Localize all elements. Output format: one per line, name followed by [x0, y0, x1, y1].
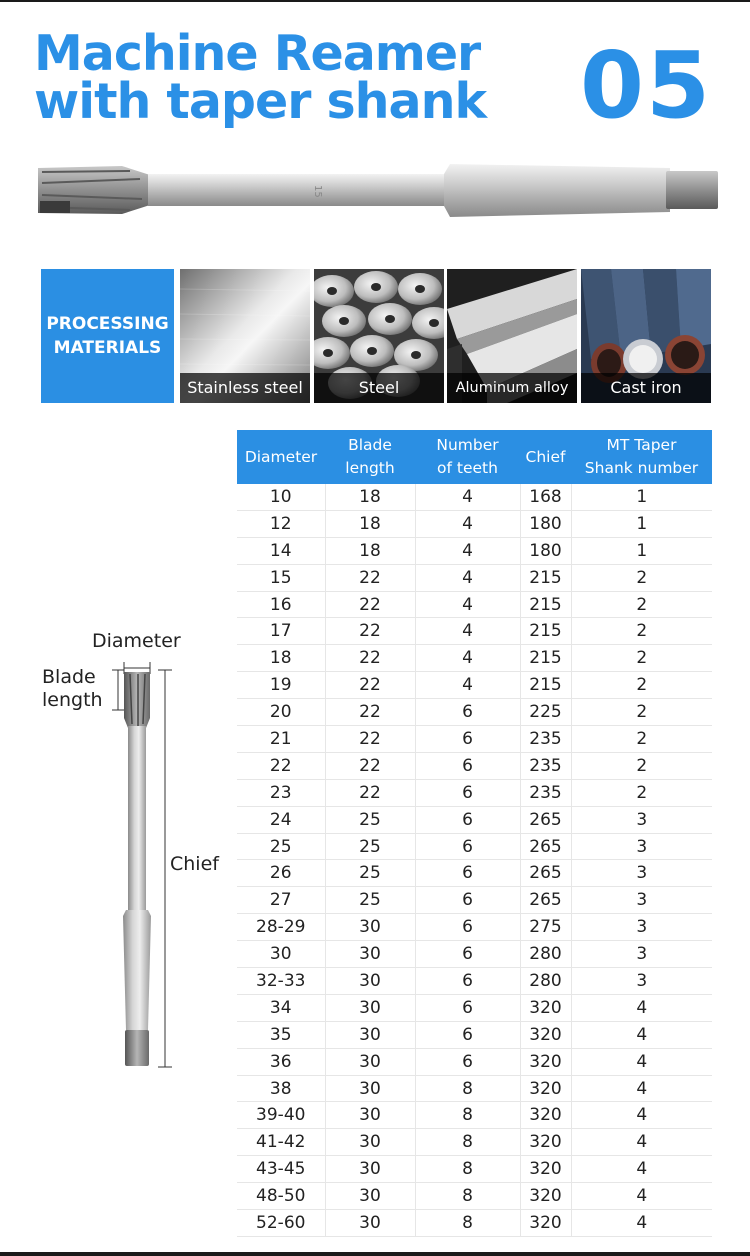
table-cell: 4 [571, 994, 712, 1021]
table-row [237, 833, 712, 860]
table-cell: 36 [237, 1048, 325, 1075]
table-row [237, 779, 712, 806]
table-row [237, 484, 712, 510]
table-cell: 320 [520, 994, 571, 1021]
table-cell: 4 [571, 1021, 712, 1048]
table-cell: 10 [237, 484, 325, 510]
table-cell: 6 [415, 994, 520, 1021]
table-cell: 6 [415, 914, 520, 941]
table-cell: 2 [571, 564, 712, 591]
table-cell: 26 [237, 860, 325, 887]
table-cell: 8 [415, 1129, 520, 1156]
table-cell: 4 [415, 564, 520, 591]
table-cell: 2 [571, 699, 712, 726]
table-cell: 24 [237, 806, 325, 833]
table-row [237, 1102, 712, 1129]
table-cell: 30 [237, 941, 325, 968]
table-cell: 215 [520, 564, 571, 591]
table-row [237, 645, 712, 672]
table-cell: 6 [415, 833, 520, 860]
table-cell: 28-29 [237, 914, 325, 941]
table-cell: 320 [520, 1129, 571, 1156]
title-line-1: Machine Reamer [34, 25, 481, 82]
table-cell: 6 [415, 806, 520, 833]
table-cell: 8 [415, 1210, 520, 1237]
table-cell: 265 [520, 833, 571, 860]
table-cell: 18 [325, 537, 415, 564]
table-cell: 30 [325, 994, 415, 1021]
table-cell: 2 [571, 618, 712, 645]
table-cell: 22 [325, 591, 415, 618]
table-cell: 2 [571, 672, 712, 699]
column-header-line-2: Shank number [584, 459, 699, 477]
table-cell: 4 [571, 1102, 712, 1129]
table-cell: 6 [415, 860, 520, 887]
table-cell: 2 [571, 645, 712, 672]
table-cell: 4 [415, 484, 520, 510]
table-cell: 320 [520, 1102, 571, 1129]
table-cell: 1 [571, 510, 712, 537]
spec-table [237, 430, 712, 1237]
table-cell: 22 [325, 779, 415, 806]
table-cell: 30 [325, 1183, 415, 1210]
table-cell: 22 [325, 564, 415, 591]
table-cell: 25 [237, 833, 325, 860]
table-row [237, 1075, 712, 1102]
table-cell: 320 [520, 1021, 571, 1048]
table-row [237, 941, 712, 968]
table-row [237, 752, 712, 779]
table-cell: 18 [325, 484, 415, 510]
table-cell: 6 [415, 941, 520, 968]
table-row [237, 1048, 712, 1075]
table-cell: 19 [237, 672, 325, 699]
processing-materials [41, 269, 711, 403]
column-header-line-1: Number [436, 436, 499, 454]
table-cell: 14 [237, 537, 325, 564]
column-header-line-2: of teeth [437, 459, 498, 477]
table-cell: 265 [520, 806, 571, 833]
table-cell: 4 [415, 645, 520, 672]
table-row [237, 1021, 712, 1048]
table-cell: 8 [415, 1102, 520, 1129]
table-cell: 320 [520, 1183, 571, 1210]
table-cell: 25 [325, 860, 415, 887]
material-stainless-steel [180, 269, 310, 403]
spec-table-body [237, 484, 712, 1236]
column-header-line-1: Diameter [244, 447, 318, 466]
table-cell: 22 [325, 699, 415, 726]
table-row [237, 510, 712, 537]
title-line-2: with taper shank [34, 73, 487, 130]
diameter-label: Diameter [92, 630, 181, 652]
table-row [237, 537, 712, 564]
table-cell: 2 [571, 779, 712, 806]
blade-length-label-line-2: length [42, 689, 103, 711]
table-cell: 4 [571, 1210, 712, 1237]
table-row [237, 726, 712, 753]
table-cell: 265 [520, 887, 571, 914]
table-cell: 6 [415, 752, 520, 779]
table-cell: 30 [325, 1129, 415, 1156]
table-cell: 34 [237, 994, 325, 1021]
table-cell: 3 [571, 860, 712, 887]
table-cell: 6 [415, 1021, 520, 1048]
table-cell: 3 [571, 941, 712, 968]
table-row [237, 887, 712, 914]
reamer-product-image [30, 155, 722, 225]
table-cell: 215 [520, 618, 571, 645]
table-cell: 8 [415, 1183, 520, 1210]
table-cell: 1 [571, 484, 712, 510]
table-cell: 320 [520, 1048, 571, 1075]
table-cell: 225 [520, 699, 571, 726]
vertical-reamer-drawing [0, 600, 236, 1080]
table-cell: 235 [520, 779, 571, 806]
table-row [237, 994, 712, 1021]
column-header [325, 430, 415, 484]
table-cell: 8 [415, 1156, 520, 1183]
table-cell: 4 [415, 591, 520, 618]
material-steel [314, 269, 444, 403]
table-cell: 4 [415, 537, 520, 564]
table-cell: 3 [571, 833, 712, 860]
table-cell: 275 [520, 914, 571, 941]
table-row [237, 591, 712, 618]
table-row [237, 1156, 712, 1183]
table-cell: 320 [520, 1075, 571, 1102]
table-cell: 3 [571, 914, 712, 941]
table-cell: 3 [571, 887, 712, 914]
material-cast-iron [581, 269, 711, 403]
table-cell: 41-42 [237, 1129, 325, 1156]
table-cell: 25 [325, 887, 415, 914]
table-cell: 18 [325, 510, 415, 537]
table-cell: 180 [520, 537, 571, 564]
table-cell: 6 [415, 887, 520, 914]
table-cell: 30 [325, 1021, 415, 1048]
table-cell: 235 [520, 726, 571, 753]
table-cell: 17 [237, 618, 325, 645]
materials-label [41, 269, 174, 403]
column-header-line-2: length [345, 459, 395, 477]
table-cell: 21 [237, 726, 325, 753]
table-cell: 180 [520, 510, 571, 537]
column-header [415, 430, 520, 484]
table-cell: 39-40 [237, 1102, 325, 1129]
table-cell: 22 [325, 618, 415, 645]
table-cell: 280 [520, 968, 571, 995]
model-number: 05 [580, 32, 713, 139]
svg-text:15: 15 [312, 185, 323, 198]
table-cell: 12 [237, 510, 325, 537]
table-cell: 30 [325, 941, 415, 968]
table-cell: 1 [571, 537, 712, 564]
table-cell: 6 [415, 699, 520, 726]
table-cell: 2 [571, 591, 712, 618]
table-cell: 320 [520, 1156, 571, 1183]
material-aluminum-alloy [447, 269, 577, 403]
table-cell: 280 [520, 941, 571, 968]
column-header-line-1: Chief [525, 447, 566, 466]
table-cell: 30 [325, 1102, 415, 1129]
material-caption: Aluminum alloy [447, 373, 577, 403]
table-cell: 8 [415, 1075, 520, 1102]
material-caption: Stainless steel [180, 373, 310, 403]
table-cell: 30 [325, 914, 415, 941]
table-cell: 15 [237, 564, 325, 591]
table-cell: 6 [415, 779, 520, 806]
column-header-line-1: MT Taper [606, 436, 677, 454]
table-row [237, 699, 712, 726]
table-cell: 52-60 [237, 1210, 325, 1237]
material-caption: Steel [314, 373, 444, 403]
spec-table-header [237, 430, 712, 484]
top-divider [0, 0, 750, 2]
table-cell: 215 [520, 672, 571, 699]
table-row [237, 564, 712, 591]
materials-label-line-1: PROCESSING [46, 314, 169, 334]
material-caption: Cast iron [581, 373, 711, 403]
table-cell: 4 [415, 510, 520, 537]
table-cell: 22 [237, 752, 325, 779]
chief-label: Chief [170, 853, 219, 875]
table-cell: 265 [520, 860, 571, 887]
table-cell: 30 [325, 1210, 415, 1237]
table-header-row [237, 430, 712, 484]
table-cell: 18 [237, 645, 325, 672]
column-header [520, 430, 571, 484]
table-cell: 20 [237, 699, 325, 726]
table-cell: 215 [520, 591, 571, 618]
table-cell: 30 [325, 1156, 415, 1183]
table-cell: 3 [571, 806, 712, 833]
table-cell: 2 [571, 726, 712, 753]
table-row [237, 1183, 712, 1210]
column-header [571, 430, 712, 484]
table-cell: 30 [325, 1048, 415, 1075]
table-row [237, 672, 712, 699]
table-cell: 38 [237, 1075, 325, 1102]
page-title [34, 25, 487, 130]
table-cell: 215 [520, 645, 571, 672]
table-cell: 4 [415, 672, 520, 699]
table-cell: 22 [325, 752, 415, 779]
table-cell: 4 [571, 1048, 712, 1075]
table-cell: 4 [571, 1183, 712, 1210]
table-row [237, 1129, 712, 1156]
column-header [237, 430, 325, 484]
table-cell: 43-45 [237, 1156, 325, 1183]
table-cell: 22 [325, 672, 415, 699]
table-cell: 168 [520, 484, 571, 510]
table-cell: 22 [325, 726, 415, 753]
table-cell: 48-50 [237, 1183, 325, 1210]
materials-label-line-2: MATERIALS [53, 338, 162, 358]
table-cell: 27 [237, 887, 325, 914]
table-cell: 25 [325, 806, 415, 833]
table-row [237, 968, 712, 995]
table-cell: 30 [325, 968, 415, 995]
table-cell: 320 [520, 1210, 571, 1237]
blade-length-label-line-1: Blade [42, 666, 96, 688]
table-cell: 30 [325, 1075, 415, 1102]
table-cell: 23 [237, 779, 325, 806]
bottom-divider [0, 1252, 750, 1256]
table-cell: 22 [325, 645, 415, 672]
column-header-line-1: Blade [348, 436, 392, 454]
table-cell: 4 [415, 618, 520, 645]
table-cell: 35 [237, 1021, 325, 1048]
table-cell: 6 [415, 1048, 520, 1075]
table-cell: 6 [415, 726, 520, 753]
table-cell: 4 [571, 1129, 712, 1156]
table-row [237, 806, 712, 833]
table-cell: 25 [325, 833, 415, 860]
table-cell: 6 [415, 968, 520, 995]
table-row [237, 618, 712, 645]
table-cell: 4 [571, 1075, 712, 1102]
table-cell: 2 [571, 752, 712, 779]
table-row [237, 860, 712, 887]
table-cell: 235 [520, 752, 571, 779]
table-row [237, 914, 712, 941]
dimension-diagram [0, 600, 236, 1080]
table-row [237, 1210, 712, 1237]
table-cell: 32-33 [237, 968, 325, 995]
table-cell: 4 [571, 1156, 712, 1183]
table-cell: 3 [571, 968, 712, 995]
table-cell: 16 [237, 591, 325, 618]
